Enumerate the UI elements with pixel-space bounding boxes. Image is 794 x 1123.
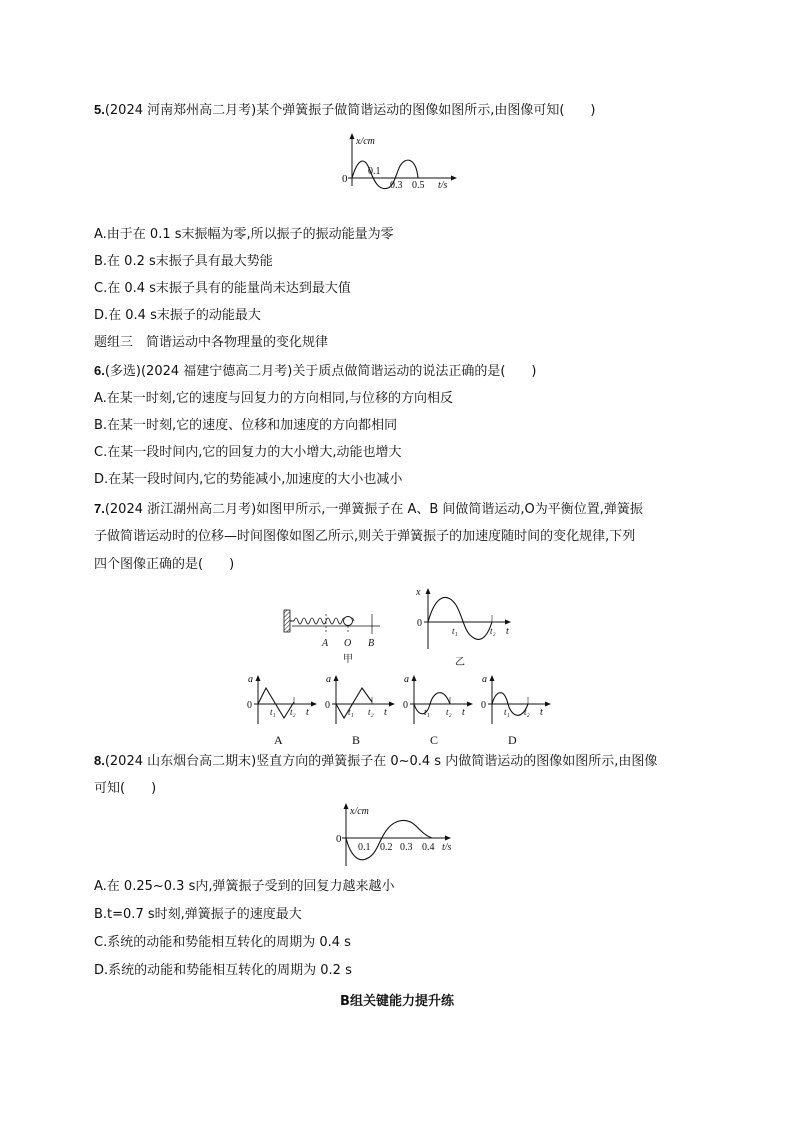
choice-a-t2: t₂ [290,707,296,717]
q5-ylabel: x/cm [356,136,375,147]
choice-b-label: B [352,733,361,747]
choice-a-t1: t₁ [270,707,276,717]
q6-option-d: D.在某一段时间内,它的势能减小,加速度的大小也减小 [94,472,403,487]
q8-number: 8. [94,753,105,768]
q8-tick-1: 0.2 [380,842,393,853]
q6-option-b: B.在某一时刻,它的速度、位移和加速度的方向都相同 [94,418,398,433]
choice-c-origin: 0 [403,700,408,711]
choice-b-t: t [384,707,387,718]
q6-number: 6. [94,363,105,378]
q8-tick-0: 0.1 [358,842,371,853]
q6-option-c: C.在某一段时间内,它的回复力的大小增大,动能也增大 [94,445,402,460]
choice-a-t: t [306,707,309,718]
q7-choice-d [478,672,558,748]
q6-option-a: A.在某一时刻,它的速度与回复力的方向相同,与位移的方向相反 [94,391,454,406]
choice-d-t: t [540,707,543,718]
choice-d-t2: t₂ [524,707,530,717]
choice-b-origin: 0 [325,700,330,711]
choice-c-t: t [462,707,465,718]
q5-xlabel: t/s [438,180,448,191]
choice-b-ylabel: a [326,674,331,685]
q8-option-d: D.系统的动能和势能相互转化的周期为 0.2 s [94,963,352,978]
q8-graph [322,800,472,870]
choice-c-t2: t₂ [446,707,452,717]
q5-tick-1: 0.3 [390,180,403,191]
q8-xlabel: t/s [442,842,452,853]
q7-yi-t: t [506,626,509,637]
q8-origin: 0 [336,833,342,845]
choice-c-t1: t₁ [424,707,430,717]
choice-c-ylabel: a [404,674,409,685]
q7-stem-line-2: 子做简谐运动时的位移—时间图像如图乙所示,则关于弹簧振子的加速度随时间的变化规律,下列 [94,529,636,544]
q8-tick-3: 0.4 [422,842,435,853]
choice-d-label: D [508,733,517,747]
q7-fig-jia [280,600,390,664]
choice-b-t1: t₁ [348,707,354,717]
choice-d-ylabel: a [482,674,487,685]
q5-graph [330,130,470,194]
q7-label-o: O [344,638,352,649]
q8-stem-line-2: 可知( ) [94,781,157,796]
q7-choice-b [322,672,402,748]
choice-d-t1: t₁ [504,707,510,717]
q7-yi-t2: t₂ [490,626,496,636]
choice-a-origin: 0 [247,700,252,711]
group3-heading: 题组三 简谐运动中各物理量的变化规律 [94,335,329,350]
q8-option-b: B.t=0.7 s时刻,弹簧振子的速度最大 [94,907,302,922]
q7-caption-yi: 乙 [455,657,465,668]
q7-fig-yi [408,585,518,667]
q7-yi-curve [428,597,492,639]
q6-stem-line [94,362,537,381]
q5-origin: 0 [342,173,348,185]
q7-choice-a [244,672,324,748]
q8-option-c: C.系统的动能和势能相互转化的周期为 0.4 s [94,935,351,950]
q7-yi-origin: 0 [417,618,422,629]
q5-stem: (2024 河南郑州高二月考)某个弹簧振子做简谐运动的图像如图所示,由图像可知( ) [104,103,596,118]
choice-c-label: C [430,733,439,747]
section-b-heading: B组关键能力提升练 [340,994,454,1009]
q8-tick-2: 0.3 [400,842,413,853]
q5-option-a: A.由于在 0.1 s末振幅为零,所以振子的振动能量为零 [94,227,394,242]
q7-label-b: B [368,638,375,649]
q8-ylabel: x/cm [350,806,369,817]
q5-number: 5. [94,102,105,117]
q6-stem: (多选)(2024 福建宁德高二月考)关于质点做简谐运动的说法正确的是( ) [104,364,537,379]
q5-option-c: C.在 0.4 s末振子具有的能量尚未达到最大值 [94,281,351,296]
q8-stem-line-1 [94,752,657,771]
q7-yi-ylabel: x [416,587,421,598]
q7-caption-jia: 甲 [343,654,353,665]
q7-label-a: A [322,638,329,649]
choice-d-origin: 0 [481,700,486,711]
q5-tick-2: 0.5 [412,180,425,191]
choice-b-t2: t₂ [368,707,374,717]
q7-yi-t1: t₁ [452,626,458,636]
q7-stem-line-3: 四个图像正确的是( ) [94,557,235,572]
q7-number: 7. [94,501,105,516]
q8-stem-1: (2024 山东烟台高二期末)竖直方向的弹簧振子在 0~0.4 s 内做简谐运动的图像如图所示,由图像 [104,754,658,769]
q5-tick-0: 0.1 [368,166,381,177]
q7-choice-c [400,672,480,748]
q7-stem-1: (2024 浙江湖州高二月考)如图甲所示,一弹簧振子在 A、B 间做简谐运动,O为平衡位置,弹簧振 [104,502,643,517]
q5-option-b: B.在 0.2 s末振子具有最大势能 [94,254,273,269]
q5-option-d: D.在 0.4 s末振子的动能最大 [94,308,261,323]
q7-ball [344,617,353,626]
q7-stem-line-1 [94,500,643,519]
q8-option-a: A.在 0.25~0.3 s内,弹簧振子受到的回复力越来越小 [94,879,395,894]
choice-a-label: A [274,733,283,747]
choice-a-ylabel: a [248,674,253,685]
q5-stem-line [94,101,595,120]
